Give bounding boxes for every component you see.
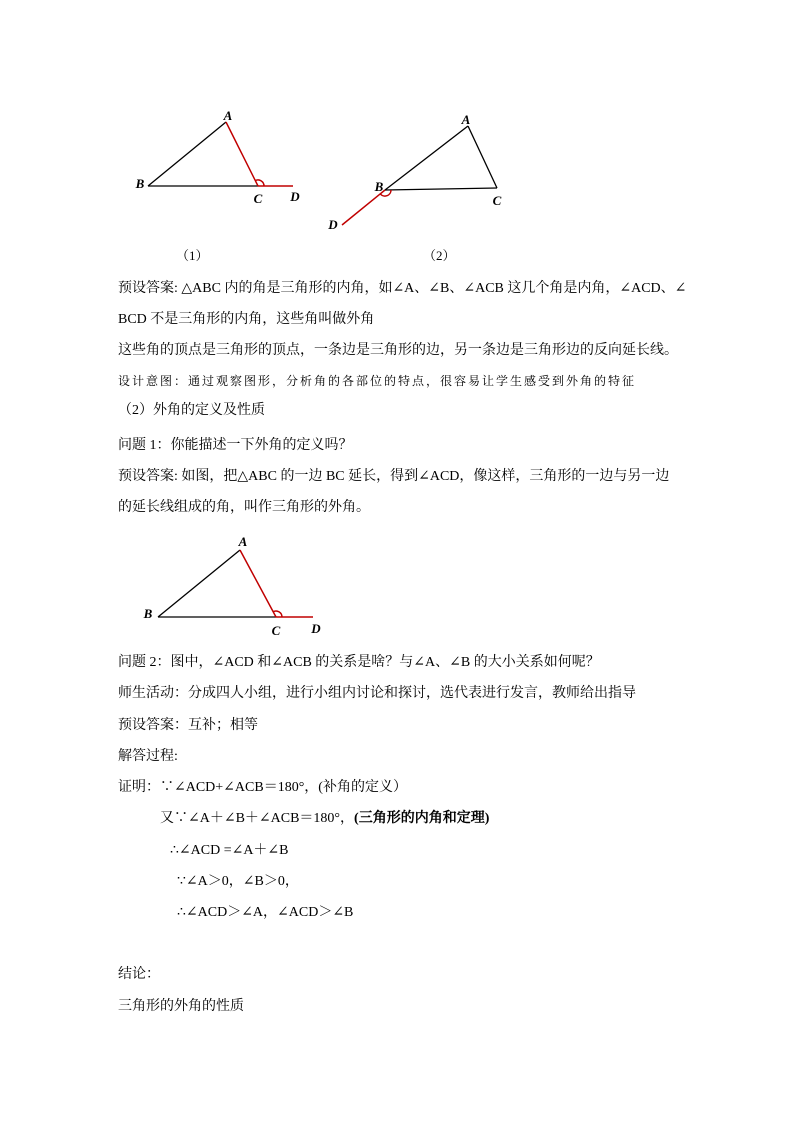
teacher-student-activity: 师生活动：分成四人小组，进行小组内讨论和探讨，选代表进行发言，教师给出指导 — [118, 686, 636, 701]
segment-bd-extension — [342, 190, 385, 225]
segment-ac — [226, 122, 258, 186]
proof-step-4: ∵∠A＞0，∠B＞0， — [177, 874, 299, 889]
proof-step-2-reason: (三角形的内角和定理) — [354, 811, 490, 826]
vertex-label-b: B — [374, 179, 384, 194]
proof-step-2 — [160, 809, 489, 829]
vertex-label-a: A — [238, 534, 248, 549]
figure-2-caption: （2） — [423, 248, 456, 263]
point-label-d: D — [311, 621, 321, 636]
proof-step-3: ∴∠ACD =∠A＋∠B — [170, 843, 289, 858]
conclusion-text: 三角形的外角的性质 — [118, 999, 244, 1014]
vertex-label-c: C — [253, 191, 263, 206]
conclusion-heading: 结论： — [118, 967, 160, 982]
vertex-label-c: C — [271, 623, 281, 638]
segment-bc — [385, 188, 497, 190]
proof-step-2-statement: 又∵∠A＋∠B＋∠ACB＝180°， — [160, 811, 355, 826]
figures-1-and-2 — [0, 100, 794, 240]
point-label-d: D — [290, 189, 300, 204]
figure-1-caption: （1） — [176, 248, 209, 263]
definition-answer-line-1: 预设答案: 如图，把△ABC 的一边 BC 延长，得到∠ACD，像这样，三角形的一边与另一边 — [118, 469, 670, 484]
segment-ba — [148, 122, 226, 186]
proof-step-1: 证明：∵∠ACD+∠ACB＝180°，(补角的定义） — [118, 780, 407, 795]
preset-answer-line-2: BCD 不是三角形的内角，这些角叫做外角 — [118, 312, 375, 327]
design-intent-note: 设计意图：通过观察图形，分析角的各部位的特点，很容易让学生感受到外角的特征 — [118, 374, 637, 388]
preset-answer-short: 预设答案：互补；相等 — [118, 718, 258, 733]
segment-ab — [385, 126, 468, 190]
triangle-figure-2 — [327, 112, 501, 232]
preset-answer-line-1: 预设答案: △ABC 内的角是三角形的内角，如∠A、∠B、∠ACB 这几个角是内角，∠ACD、∠ — [118, 281, 687, 296]
vertex-label-a: A — [461, 112, 471, 127]
proof-step-5: ∴∠ACD＞∠A，∠ACD＞∠B — [177, 905, 354, 920]
solution-heading: 解答过程: — [118, 749, 178, 764]
section-heading: （2）外角的定义及性质 — [118, 403, 265, 418]
explanation-line: 这些角的顶点是三角形的顶点，一条边是三角形的边，另一条边是三角形边的反向延长线。 — [118, 343, 678, 358]
segment-ba — [158, 550, 240, 617]
vertex-label-c: C — [492, 193, 502, 208]
vertex-label-b: B — [143, 606, 153, 621]
point-label-d: D — [328, 217, 338, 232]
vertex-label-b: B — [135, 176, 145, 191]
question-2: 问题 2：图中，∠ACD 和∠ACB 的关系是啥？与∠A、∠B 的大小关系如何呢？ — [118, 655, 600, 670]
triangle-figure-1 — [135, 108, 301, 206]
segment-ac — [240, 550, 276, 617]
segment-ac — [468, 126, 497, 188]
triangle-figure-3 — [0, 530, 794, 640]
question-1: 问题 1：你能描述一下外角的定义吗？ — [118, 438, 353, 453]
vertex-label-a: A — [223, 108, 233, 123]
definition-answer-line-2: 的延长线组成的角，叫作三角形的外角。 — [118, 500, 370, 515]
